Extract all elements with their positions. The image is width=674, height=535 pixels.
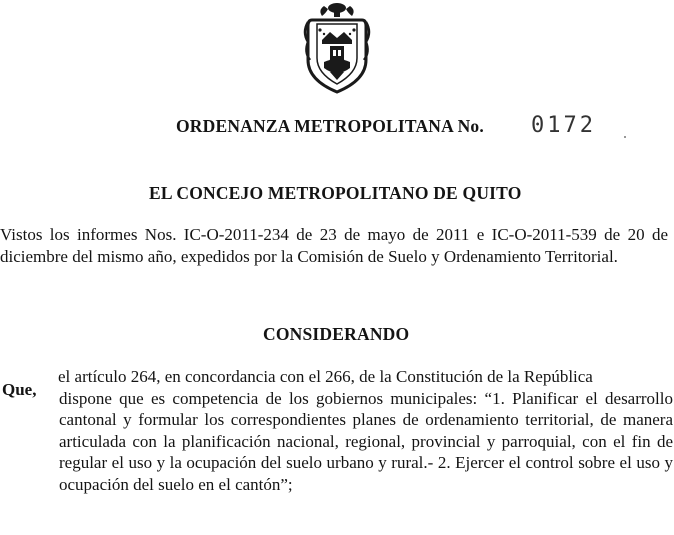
council-title: EL CONCEJO METROPOLITANO DE QUITO <box>149 183 522 203</box>
coat-of-arms-seal <box>300 0 374 96</box>
ordinance-number: 0172 <box>531 113 596 138</box>
scan-speck <box>624 136 626 138</box>
que-label: Que, <box>2 380 37 399</box>
vistos-paragraph: Vistos los informes Nos. IC-O-2011-234 de 23 de mayo de 2011 e IC-O-2011-539 de 20 de diciembre del mismo año, expedidos por la Comisión de Suelo y Ordenamiento Territorial. <box>0 225 668 266</box>
considerando-heading: CONSIDERANDO <box>263 324 410 344</box>
ordinance-title: ORDENANZA METROPOLITANA No. <box>176 116 484 136</box>
que-paragraph <box>59 366 673 495</box>
que-paragraph-first-line: el artículo 264, en concordancia con el 266, de la Constitución de la República <box>58 367 593 386</box>
que-paragraph-rest: dispone que es competencia de los gobiernos municipales: “1. Planificar el desarrollo cantonal y formular los correspondientes planes de ordenamiento territorial, de manera articulada con la planificación nacional, regional, provincial y parroquial, con el fin de regular el uso y la ocupación del suelo urbano y rural.- 2. Ejercer el control sobre el uso y ocupación del suelo en el cantón”; <box>59 388 673 494</box>
